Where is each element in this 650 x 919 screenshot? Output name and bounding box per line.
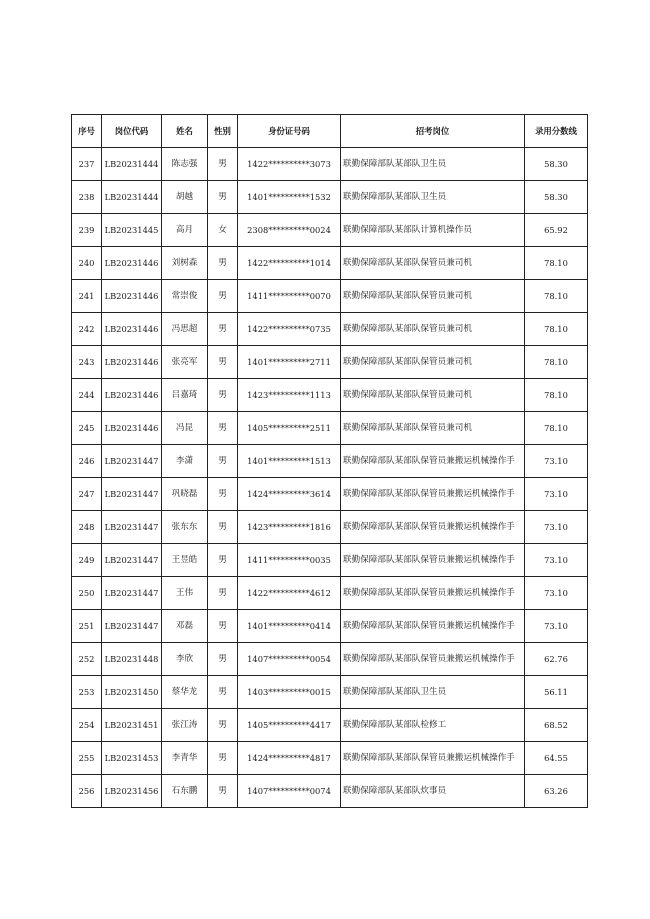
cell-gender: 男 (208, 148, 238, 181)
header-name: 姓名 (162, 115, 208, 148)
cell-position-code: LB20231447 (102, 478, 162, 511)
table-row (72, 445, 588, 478)
cell-score: 73.10 (525, 544, 588, 577)
cell-name: 王昱皓 (162, 544, 208, 577)
header-position: 招考岗位 (341, 115, 525, 148)
cell-position: 联勤保障部队某部队保管员兼司机 (341, 247, 525, 280)
cell-gender: 男 (208, 610, 238, 643)
cell-name: 常崇俊 (162, 280, 208, 313)
cell-index: 251 (72, 610, 102, 643)
table-row (72, 313, 588, 346)
cell-score: 62.76 (525, 643, 588, 676)
table-body (72, 148, 588, 808)
cell-position: 联勤保障部队某部队卫生员 (341, 181, 525, 214)
cell-score: 78.10 (525, 313, 588, 346)
cell-name: 巩晓磊 (162, 478, 208, 511)
table-row (72, 280, 588, 313)
table-row (72, 676, 588, 709)
cell-score: 78.10 (525, 412, 588, 445)
cell-score: 64.55 (525, 742, 588, 775)
cell-score: 78.10 (525, 346, 588, 379)
cell-position: 联勤保障部队某部队保管员兼司机 (341, 412, 525, 445)
cell-id-number: 1422**********0735 (238, 313, 341, 346)
cell-id-number: 1405**********4417 (238, 709, 341, 742)
header-position-code: 岗位代码 (102, 115, 162, 148)
cell-gender: 男 (208, 478, 238, 511)
cell-id-number: 1422**********3073 (238, 148, 341, 181)
cell-position: 联勤保障部队某部队保管员兼搬运机械操作手 (341, 610, 525, 643)
cell-index: 254 (72, 709, 102, 742)
cell-gender: 男 (208, 676, 238, 709)
cell-name: 刘树森 (162, 247, 208, 280)
cell-gender: 男 (208, 280, 238, 313)
cell-id-number: 1401**********1513 (238, 445, 341, 478)
header-score: 录用分数线 (525, 115, 588, 148)
cell-gender: 女 (208, 214, 238, 247)
cell-name: 冯思超 (162, 313, 208, 346)
table-row (72, 775, 588, 808)
table-row (72, 247, 588, 280)
cell-gender: 男 (208, 247, 238, 280)
cell-gender: 男 (208, 445, 238, 478)
cell-gender: 男 (208, 346, 238, 379)
cell-name: 张东东 (162, 511, 208, 544)
cell-index: 256 (72, 775, 102, 808)
cell-name: 张江涛 (162, 709, 208, 742)
cell-position-code: LB20231445 (102, 214, 162, 247)
cell-score: 58.30 (525, 181, 588, 214)
cell-position: 联勤保障部队某部队保管员兼司机 (341, 313, 525, 346)
header-index: 序号 (72, 115, 102, 148)
cell-position: 联勤保障部队某部队保管员兼搬运机械操作手 (341, 742, 525, 775)
cell-id-number: 1401**********0414 (238, 610, 341, 643)
cell-position: 联勤保障部队某部队计算机操作员 (341, 214, 525, 247)
cell-gender: 男 (208, 775, 238, 808)
cell-position-code: LB20231453 (102, 742, 162, 775)
cell-name: 石东鹏 (162, 775, 208, 808)
cell-id-number: 1407**********0054 (238, 643, 341, 676)
cell-position-code: LB20231456 (102, 775, 162, 808)
cell-position-code: LB20231446 (102, 313, 162, 346)
cell-position-code: LB20231446 (102, 247, 162, 280)
table-row (72, 379, 588, 412)
cell-name: 李青华 (162, 742, 208, 775)
cell-index: 237 (72, 148, 102, 181)
cell-position: 联勤保障部队某部队保管员兼司机 (341, 346, 525, 379)
cell-id-number: 1422**********4612 (238, 577, 341, 610)
cell-index: 250 (72, 577, 102, 610)
cell-name: 王伟 (162, 577, 208, 610)
table-row (72, 148, 588, 181)
cell-id-number: 1423**********1816 (238, 511, 341, 544)
cell-name: 李潇 (162, 445, 208, 478)
cell-score: 68.52 (525, 709, 588, 742)
cell-position: 联勤保障部队某部队保管员兼搬运机械操作手 (341, 511, 525, 544)
table-row (72, 610, 588, 643)
cell-index: 249 (72, 544, 102, 577)
cell-position-code: LB20231444 (102, 181, 162, 214)
cell-score: 78.10 (525, 379, 588, 412)
table-row (72, 181, 588, 214)
cell-name: 邓磊 (162, 610, 208, 643)
table-row (72, 511, 588, 544)
cell-score: 65.92 (525, 214, 588, 247)
table-row (72, 577, 588, 610)
cell-score: 58.30 (525, 148, 588, 181)
cell-position-code: LB20231447 (102, 445, 162, 478)
table-row (72, 478, 588, 511)
cell-id-number: 1407**********0074 (238, 775, 341, 808)
cell-index: 255 (72, 742, 102, 775)
header-id-number: 身份证号码 (238, 115, 341, 148)
cell-score: 73.10 (525, 478, 588, 511)
cell-name: 冯昆 (162, 412, 208, 445)
cell-id-number: 1401**********1532 (238, 181, 341, 214)
cell-gender: 男 (208, 181, 238, 214)
cell-position-code: LB20231446 (102, 346, 162, 379)
cell-name: 李欣 (162, 643, 208, 676)
cell-index: 244 (72, 379, 102, 412)
header-gender: 性别 (208, 115, 238, 148)
cell-position: 联勤保障部队某部队保管员兼搬运机械操作手 (341, 643, 525, 676)
cell-index: 243 (72, 346, 102, 379)
cell-position: 联勤保障部队某部队炊事员 (341, 775, 525, 808)
cell-score: 56.11 (525, 676, 588, 709)
table-header-row (72, 115, 588, 148)
cell-score: 63.26 (525, 775, 588, 808)
cell-position: 联勤保障部队某部队卫生员 (341, 676, 525, 709)
cell-position: 联勤保障部队某部队检修工 (341, 709, 525, 742)
table-row (72, 709, 588, 742)
cell-position: 联勤保障部队某部队保管员兼搬运机械操作手 (341, 445, 525, 478)
cell-position: 联勤保障部队某部队保管员兼司机 (341, 379, 525, 412)
cell-position: 联勤保障部队某部队卫生员 (341, 148, 525, 181)
cell-id-number: 1411**********0070 (238, 280, 341, 313)
table-row (72, 346, 588, 379)
table-row (72, 412, 588, 445)
cell-position-code: LB20231447 (102, 511, 162, 544)
cell-position-code: LB20231444 (102, 148, 162, 181)
cell-position: 联勤保障部队某部队保管员兼搬运机械操作手 (341, 478, 525, 511)
cell-gender: 男 (208, 577, 238, 610)
cell-gender: 男 (208, 742, 238, 775)
cell-id-number: 1405**********2511 (238, 412, 341, 445)
cell-index: 248 (72, 511, 102, 544)
cell-name: 张亮军 (162, 346, 208, 379)
table-row (72, 643, 588, 676)
cell-name: 吕嘉琦 (162, 379, 208, 412)
cell-index: 241 (72, 280, 102, 313)
cell-id-number: 1422**********1014 (238, 247, 341, 280)
cell-index: 246 (72, 445, 102, 478)
table-row (72, 214, 588, 247)
cell-index: 239 (72, 214, 102, 247)
cell-name: 蔡华龙 (162, 676, 208, 709)
cell-score: 73.10 (525, 610, 588, 643)
cell-id-number: 1424**********4817 (238, 742, 341, 775)
cell-gender: 男 (208, 379, 238, 412)
cell-index: 240 (72, 247, 102, 280)
cell-id-number: 1423**********1113 (238, 379, 341, 412)
cell-name: 高月 (162, 214, 208, 247)
cell-position: 联勤保障部队某部队保管员兼司机 (341, 280, 525, 313)
cell-position-code: LB20231447 (102, 610, 162, 643)
cell-id-number: 1424**********3614 (238, 478, 341, 511)
cell-gender: 男 (208, 544, 238, 577)
cell-gender: 男 (208, 412, 238, 445)
cell-position: 联勤保障部队某部队保管员兼搬运机械操作手 (341, 544, 525, 577)
cell-score: 78.10 (525, 247, 588, 280)
cell-name: 陈志强 (162, 148, 208, 181)
cell-index: 238 (72, 181, 102, 214)
table-row (72, 544, 588, 577)
cell-id-number: 1401**********2711 (238, 346, 341, 379)
cell-index: 253 (72, 676, 102, 709)
cell-position: 联勤保障部队某部队保管员兼搬运机械操作手 (341, 577, 525, 610)
cell-score: 78.10 (525, 280, 588, 313)
cell-gender: 男 (208, 709, 238, 742)
recruitment-score-table (71, 114, 588, 808)
table-row (72, 742, 588, 775)
cell-position-code: LB20231451 (102, 709, 162, 742)
cell-score: 73.10 (525, 511, 588, 544)
cell-index: 247 (72, 478, 102, 511)
cell-id-number: 1403**********0015 (238, 676, 341, 709)
cell-position-code: LB20231448 (102, 643, 162, 676)
cell-position-code: LB20231447 (102, 577, 162, 610)
cell-score: 73.10 (525, 577, 588, 610)
cell-index: 252 (72, 643, 102, 676)
cell-gender: 男 (208, 313, 238, 346)
cell-id-number: 1411**********0035 (238, 544, 341, 577)
cell-position-code: LB20231446 (102, 280, 162, 313)
cell-gender: 男 (208, 511, 238, 544)
cell-index: 242 (72, 313, 102, 346)
cell-position-code: LB20231446 (102, 412, 162, 445)
cell-score: 73.10 (525, 445, 588, 478)
cell-index: 245 (72, 412, 102, 445)
cell-name: 胡越 (162, 181, 208, 214)
cell-position-code: LB20231447 (102, 544, 162, 577)
cell-position-code: LB20231446 (102, 379, 162, 412)
cell-position-code: LB20231450 (102, 676, 162, 709)
cell-id-number: 2308**********0024 (238, 214, 341, 247)
cell-gender: 男 (208, 643, 238, 676)
